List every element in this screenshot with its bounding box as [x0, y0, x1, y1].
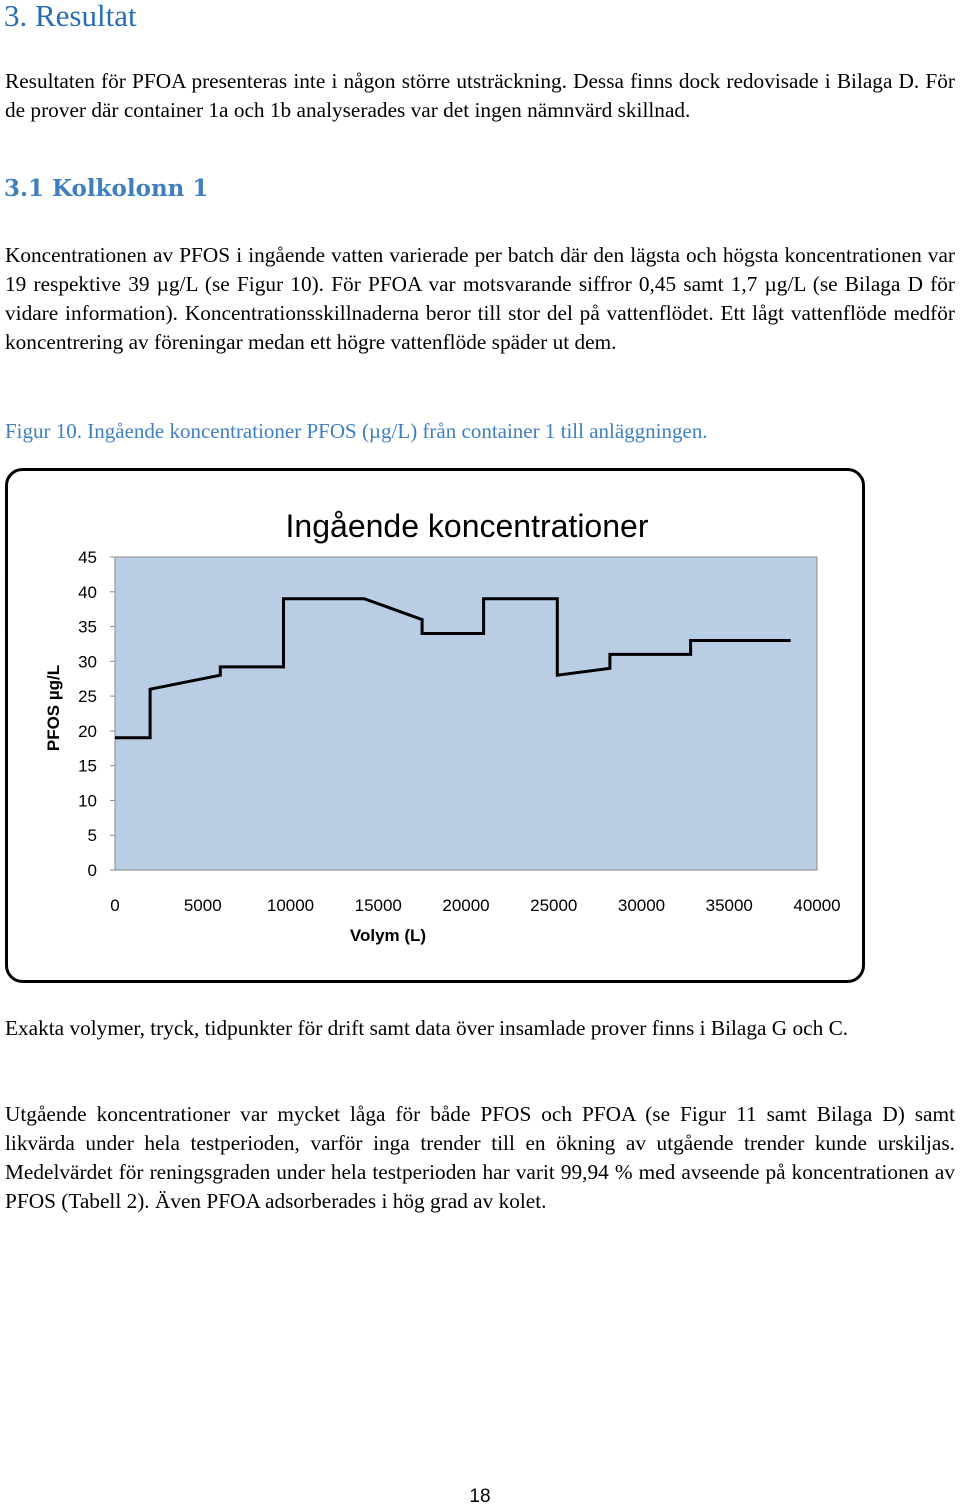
x-tick-label: 40000: [793, 896, 841, 915]
y-tick-label: 30: [78, 652, 97, 672]
page-heading: 3. Resultat: [4, 0, 137, 33]
paragraph-concentration: Koncentrationen av PFOS i ingående vatten varierade per batch där den lägsta och högsta koncentrationen var 19 respektive 39 µg/L (se Figur 10). För PFOA var motsvarande siffror 0,45 samt 1,7 µg/L (se Bilaga D för vidare information). Koncentrationsskillnaderna beror till stor del på vattenflödet. Ett lågt vattenflöde medför koncentrering av föreningar medan ett högre vattenflöde späder ut dem.: [5, 243, 955, 354]
chart: [5, 468, 865, 983]
x-tick-label: 20000: [442, 896, 490, 915]
page-number: 18: [469, 1486, 491, 1507]
y-tick-label: 45: [78, 548, 97, 567]
x-tick-label: 30000: [617, 896, 666, 915]
y-tick-label: 25: [78, 687, 97, 707]
x-tick-label: 0: [110, 896, 120, 915]
x-tick-label: 35000: [705, 896, 753, 915]
y-tick-label: 15: [78, 756, 97, 776]
figure-caption: Figur 10. Ingående koncentrationer PFOS (µg/L) från container 1 till anläggningen.: [5, 419, 708, 443]
plot-area: [115, 557, 817, 870]
x-tick-label: 10000: [266, 896, 315, 915]
y-tick-label: 35: [78, 617, 97, 637]
x-tick-label: 25000: [530, 896, 578, 915]
x-tick-label: 15000: [354, 896, 402, 915]
x-tick-label: 5000: [183, 896, 222, 915]
chart-title: Ingående koncentrationer: [285, 508, 649, 544]
y-axis-label: PFOS µg/L: [44, 664, 63, 752]
paragraph-results: Utgående koncentrationer var mycket låga för både PFOS och PFOA (se Figur 11 samt Bilaga D) samt likvärda under hela testperioden, varför inga trender till en ökning av utgående trender kunde urskiljas. Medelvärdet för reningsgraden under hela testperioden har varit 99,94 % med avseende på koncentrationen av PFOS (Tabell 2). Även PFOA adsorberades i hög grad av kolet.: [5, 1102, 955, 1213]
intro-paragraph: Resultaten för PFOA presenteras inte i någon större utsträckning. Dessa finns dock redovisade i Bilaga D. För de prover där container 1a och 1b analyserades var det ingen nämnvärd skillnad.: [5, 69, 955, 122]
y-tick-label: 10: [78, 791, 97, 811]
y-tick-label: 5: [87, 826, 97, 846]
paragraph-data-info: Exakta volymer, tryck, tidpunkter för drift samt data över insamlade prover finns i Bilaga G och C.: [5, 1016, 849, 1040]
y-tick-label: 20: [78, 721, 97, 741]
y-tick-label: 0: [87, 861, 97, 880]
x-axis-label: Volym (L): [349, 926, 427, 945]
y-tick-label: 40: [78, 582, 97, 602]
section-heading: 3.1 Kolkolonn 1: [4, 175, 209, 202]
